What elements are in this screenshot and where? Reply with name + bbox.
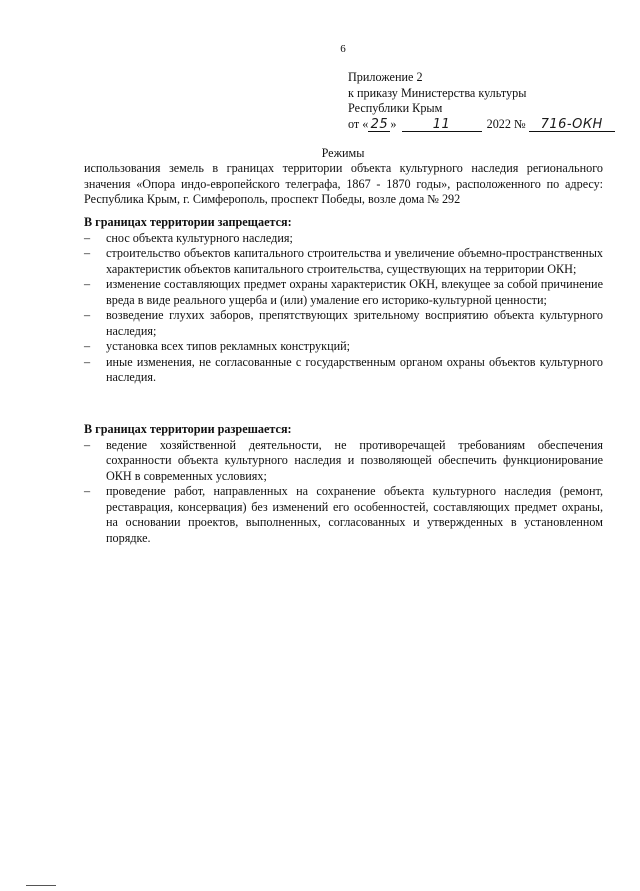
list-item: [84, 484, 603, 546]
dash-marker: –: [84, 230, 91, 245]
intro-paragraph: использования земель в границах территории объекта культурного наследия регионального значения «Опора индо-европейского телеграфа, 1867 - 1870 годы», расположенного по адресу: Республика Крым, г. Симферополь, проспект Победы, возле дома № 292: [84, 161, 603, 206]
list-item-text: возведение глухих заборов, препятствующих зрительному восприятию объекта культурного наследия;: [106, 308, 603, 338]
appendix-line-3: Республики Крым: [348, 101, 443, 115]
allowed-list: [84, 438, 603, 547]
date-prefix: от «: [348, 116, 369, 131]
appendix-line-2: к приказу Министерства культуры: [348, 85, 527, 100]
dash-marker: –: [84, 484, 91, 498]
list-item: [84, 246, 603, 277]
document-title: Режимы: [321, 146, 365, 160]
prohibited-list: [84, 231, 603, 386]
list-item: [84, 277, 603, 308]
dash-marker: –: [84, 354, 91, 369]
date-year: 2022 №: [486, 116, 526, 131]
list-item-text: строительство объектов капитального строительства и увеличение объемно-пространственных характеристик объектов капитального строительства, существующих на территории ОКН;: [106, 246, 603, 276]
date-month: 11: [402, 118, 482, 132]
list-item-text: установка всех типов рекламных конструкций;: [106, 339, 351, 353]
list-item: [84, 339, 603, 355]
date-day: 25: [368, 118, 390, 132]
list-item: [84, 308, 603, 339]
order-number: 716-ОКН: [529, 118, 615, 132]
appendix-block: [348, 70, 608, 132]
appendix-date-line: [348, 117, 608, 133]
list-item: [84, 231, 603, 247]
allowed-heading: В границах территории разрешается:: [84, 422, 292, 436]
dash-marker: –: [84, 246, 91, 260]
list-item-text: проведение работ, направленных на сохранение объекта культурного наследия (ремонт, реставрация, консервация) без изменений его особенностей, составляющих предмет охраны, на основании проектов, выполненных, согласованных и утвержденных в установленном порядке.: [106, 484, 603, 545]
footer-rule: [26, 885, 56, 886]
list-item: [84, 438, 603, 485]
date-mid: »: [390, 116, 397, 131]
dash-marker: –: [84, 277, 91, 291]
prohibited-section: [84, 215, 603, 386]
prohibited-heading: В границах территории запрещается:: [84, 215, 292, 229]
dash-marker: –: [84, 339, 91, 353]
dash-marker: –: [84, 437, 91, 452]
list-item-text: изменение составляющих предмет охраны характеристик ОКН, влекущее за собой причинение вреда в виде реального ущерба и (или) умаление его историко-культурной ценности;: [106, 277, 603, 307]
appendix-line-1: Приложение 2: [348, 70, 423, 84]
dash-marker: –: [84, 308, 91, 322]
list-item-text: снос объекта культурного наследия;: [106, 230, 293, 245]
list-item-text: ведение хозяйственной деятельности, не противоречащей требованиям обеспечения сохранности объекта культурного наследия и позволяющей обеспечить функционирование ОКН в современных условиях;: [106, 437, 603, 483]
allowed-section: [84, 422, 603, 546]
list-item: [84, 355, 603, 386]
page-number: 6: [340, 43, 346, 55]
list-item-text: иные изменения, не согласованные с государственным органом охраны объектов культурного наследия.: [106, 354, 603, 384]
